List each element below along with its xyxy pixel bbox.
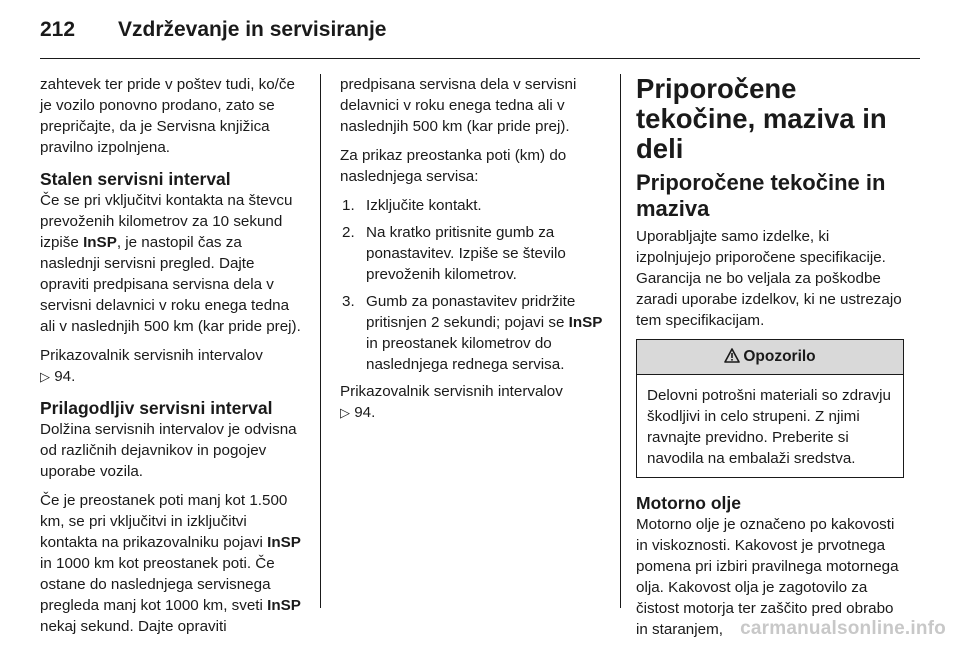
page-ref-icon: ▷: [40, 369, 50, 384]
paragraph: Motorno olje je označeno po kakovosti in viskoznosti. Kakovost je prvotnega pomena pri izbiri pravilnega motornega olja. Kakovost olja je zagotovilo za čistost motorja ter zaščito pred obrabo in staranjem,: [636, 516, 899, 638]
cross-reference: Prikazovalnik servisnih intervalov ▷ 94.: [40, 347, 263, 385]
page-ref-icon: ▷: [340, 405, 350, 420]
page-header: [40, 16, 920, 44]
steps-list: [340, 195, 604, 375]
list-item: 3. Gumb za ponastavitev pridržite pritisnjen 2 sekundi; pojavi se InSP in preostanek kilometrov do naslednjega rednega servisa.: [342, 293, 603, 373]
section-heading-engine-oil: Motorno olje: [636, 493, 741, 513]
warning-label: Opozorilo: [743, 348, 816, 365]
insp-label: InSP: [568, 314, 603, 331]
insp-label: InSP: [83, 234, 117, 251]
insp-label: InSP: [267, 597, 301, 614]
paragraph: Za prikaz preostanka poti (km) do naslednjega servisa:: [340, 147, 567, 185]
section-heading-adaptive-interval: Prilagodljiv servisni interval: [40, 398, 273, 418]
warning-header: [637, 340, 903, 375]
list-item: 2. Na kratko pritisnite gumb za ponastavitev. Izpiše se število prevoženih kilometrov.: [342, 224, 566, 283]
warning-box: [636, 339, 904, 478]
paragraph: Če je preostanek poti manj kot 1.500 km, se pri vključitvi in izključitvi kontakta na prikazovalniku pojavi InSP in 1000 km kot preostanek poti. Če ostane do naslednjega servisnega pregleda manj kot 1000 km, sveti InSP nekaj sekund. Dajte opraviti: [40, 492, 301, 635]
paragraph: Če se pri vključitvi kontakta na števcu prevoženih kilometrov za 10 sekund izpiše InSP, je nastopil čas za naslednji servisni pregled. Dajte opraviti predpisana servisna dela v servisni delavnici v roku enega tedna ali v naslednjih 500 km (kar pride prej).: [40, 192, 301, 335]
paragraph: Uporabljajte samo izdelke, ki izpolnjujejo priporočene specifikacije. Garancija ne bo veljala za poškodbe zaradi uporabe izdelkov, ki ne ustrezajo tem specifikacijam.: [636, 228, 902, 329]
chapter-title: Vzdrževanje in servisiranje: [118, 18, 387, 41]
section-title: Priporočene tekočine, maziva in deli: [636, 73, 887, 164]
subsection-title: Priporočene tekočine in maziva: [636, 170, 886, 221]
section-heading-fixed-interval: Stalen servisni interval: [40, 169, 231, 189]
header-rule: [40, 58, 920, 59]
watermark: carmanualsonline.info: [740, 618, 946, 639]
warning-text: Delovni potrošni materiali so zdravju škodljivi in celo strupeni. Z njimi ravnajte previdno. Preberite si navodila na embalaži sredstva.: [647, 387, 891, 467]
cross-reference: Prikazovalnik servisnih intervalov ▷ 94.: [340, 383, 563, 421]
warning-triangle-icon: [724, 348, 740, 363]
list-item: 1. Izključite kontakt.: [342, 197, 482, 214]
paragraph: Dolžina servisnih intervalov je odvisna od različnih dejavnikov in pogojev uporabe vozila.: [40, 421, 297, 480]
paragraph: zahtevek ter pride v poštev tudi, ko/če je vozilo ponovno prodano, zato se prepričajte, da je Servisna knjižica pravilno izpolnjena.: [40, 76, 295, 156]
page-ref[interactable]: 94.: [354, 404, 376, 421]
column-3: [636, 74, 904, 648]
column-1: [40, 74, 304, 645]
column-divider: [320, 74, 321, 608]
page-ref[interactable]: 94.: [54, 368, 76, 385]
paragraph: predpisana servisna dela v servisni delavnici v roku enega tedna ali v naslednjih 500 km (kar pride prej).: [340, 76, 577, 135]
column-2: [340, 74, 604, 431]
page-number: 212: [40, 18, 76, 41]
column-divider: [620, 74, 621, 608]
insp-label: InSP: [267, 534, 301, 551]
